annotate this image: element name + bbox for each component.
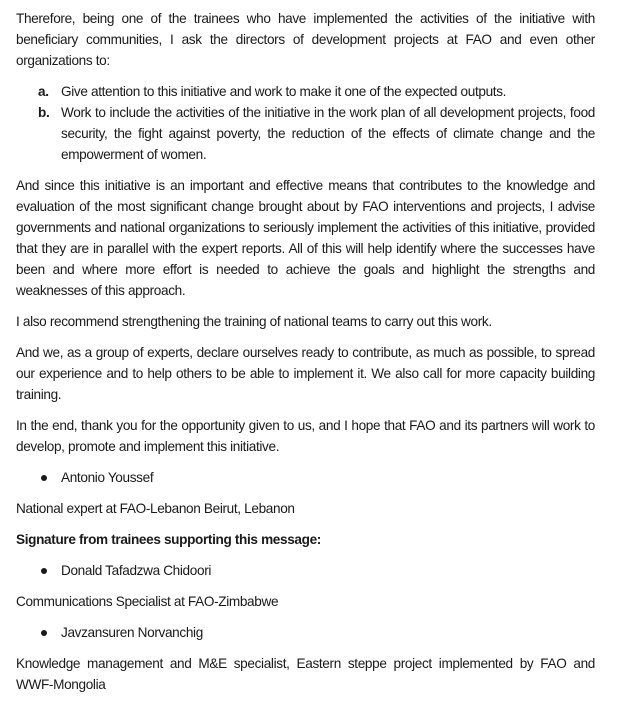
- signatures-heading: Signature from trainees supporting this message:: [16, 532, 321, 547]
- request-item: [16, 102, 595, 165]
- body-paragraph: And we, as a group of experts, declare ourselves ready to contribute, as much as possible, to spread our experience and to help others to be able to implement it. We also call for more capacity building training.: [16, 345, 595, 402]
- author-name: Antonio Youssef: [61, 470, 154, 485]
- request-item: [16, 81, 595, 102]
- signatory-title: Knowledge management and M&E specialist, Eastern steppe project implemented by FAO and WWF-Mongolia: [16, 656, 595, 692]
- bullet-icon: [41, 568, 47, 574]
- author-bullet: [16, 467, 595, 488]
- bullet-icon: [41, 475, 47, 481]
- request-text: Work to include the activities of the initiative in the work plan of all development projects, food security, the fight against poverty, the reduction of the effects of climate change and the empowerment of women.: [61, 105, 595, 162]
- request-text: Give attention to this initiative and work to make it one of the expected outputs.: [61, 84, 507, 99]
- body-paragraph: In the end, thank you for the opportunity given to us, and I hope that FAO and its partners will work to develop, promote and implement this initiative.: [16, 418, 595, 454]
- body-paragraph: I also recommend strengthening the training of national teams to carry out this work.: [16, 314, 492, 329]
- signatory-bullet: [16, 622, 595, 643]
- bullet-icon: [41, 630, 47, 636]
- author-title: National expert at FAO-Lebanon Beirut, Lebanon: [16, 501, 295, 516]
- intro-paragraph: Therefore, being one of the trainees who have implemented the activities of the initiative with beneficiary communities, I ask the directors of development projects at FAO and even other organizations to:: [16, 11, 595, 68]
- requests-list: [16, 81, 595, 165]
- signatory-bullet: [16, 560, 595, 581]
- body-paragraph: And since this initiative is an important and effective means that contributes to the knowledge and evaluation of the most significant change brought about by FAO interventions and projects, I advise governments and national organizations to seriously implement the activities of this initiative, provided that they are in parallel with the expert reports. All of this will help identify where the successes have been and where more effort is needed to achieve the goals and highlight the strengths and weaknesses of this approach.: [16, 178, 595, 298]
- list-marker: a.: [38, 84, 49, 99]
- list-marker: b.: [38, 105, 50, 120]
- signatory-title: Communications Specialist at FAO-Zimbabwe: [16, 594, 279, 609]
- document-page: [16, 8, 595, 705]
- signatory-name: Javzansuren Norvanchig: [61, 625, 203, 640]
- signatory-name: Donald Tafadzwa Chidoori: [61, 563, 212, 578]
